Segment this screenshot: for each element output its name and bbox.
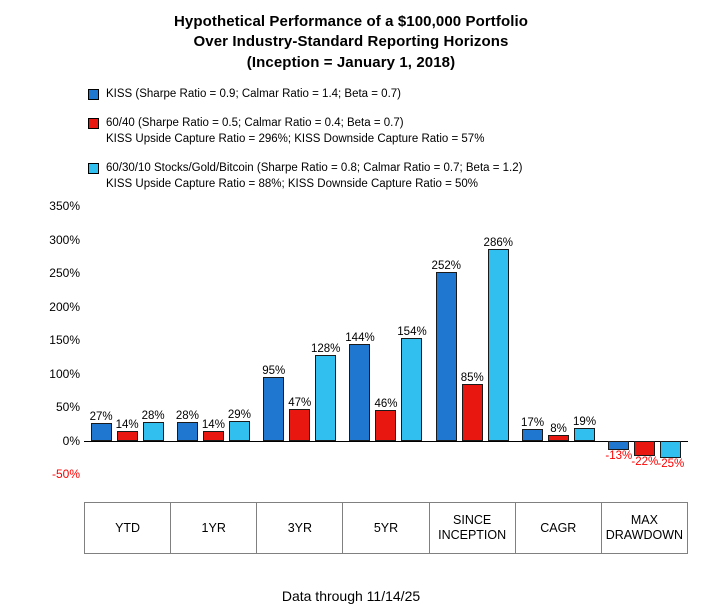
data-through-footer: Data through 11/14/25	[281, 588, 421, 604]
bar-label-6040-ytd: 14%	[115, 419, 139, 432]
legend-sub-6040: KISS Upside Capture Ratio = 296%; KISS Downside Capture Ratio = 57%	[106, 132, 485, 145]
bar-label-603010-3yr: 128%	[310, 343, 341, 356]
bar-6040-ytd[interactable]	[115, 419, 139, 440]
legend-text-603010	[106, 161, 522, 192]
bar-group-3yr	[257, 206, 343, 441]
plot-region	[84, 206, 688, 474]
bar-603010-cagr[interactable]	[573, 416, 597, 441]
y-tick-250: 250%	[49, 266, 80, 281]
title-line-1: Hypothetical Performance of a $100,000 Portfolio	[173, 13, 529, 30]
bar-kiss-3yr[interactable]	[262, 365, 286, 441]
chart-area	[0, 199, 702, 543]
legend-item-kiss	[88, 87, 702, 103]
bar-kiss-5yr[interactable]	[345, 332, 375, 441]
bar-label-603010-cagr: 19%	[573, 416, 597, 429]
bar-label-kiss-since-inception: 252%	[431, 259, 461, 272]
bar-603010-since-inception[interactable]	[483, 237, 513, 441]
bar-kiss-since-inception[interactable]	[431, 259, 461, 441]
category-1yr: 1YR	[171, 502, 257, 554]
bar-6040-3yr[interactable]	[288, 397, 312, 441]
category-cagr: CAGR	[516, 502, 602, 554]
bar-label-603010-since-inception: 286%	[483, 237, 513, 250]
bar-6040-max-drawdown[interactable]	[631, 441, 659, 468]
chart-title	[0, 0, 702, 73]
bar-kiss-max-drawdown[interactable]	[605, 441, 633, 462]
legend-swatch-6040	[88, 118, 99, 129]
bar-label-6040-1yr: 14%	[201, 419, 225, 432]
legend-main-6040: 60/40 (Sharpe Ratio = 0.5; Calmar Ratio = 0.4; Beta = 0.7)	[106, 117, 404, 130]
bar-group-1yr	[170, 206, 256, 441]
y-axis	[26, 199, 80, 482]
y-tick-100: 100%	[49, 366, 80, 381]
title-line-3: (Inception = January 1, 2018)	[246, 53, 456, 71]
y-tick-350: 350%	[49, 199, 80, 214]
legend-text-kiss	[106, 87, 401, 103]
bar-label-6040-max-drawdown: -22%	[631, 455, 659, 468]
bar-603010-max-drawdown[interactable]	[657, 441, 685, 470]
bar-label-kiss-ytd: 27%	[89, 410, 113, 423]
bar-group-cagr	[515, 206, 601, 441]
legend-swatch-kiss	[88, 89, 99, 100]
y-tick-0: 0%	[62, 433, 80, 448]
bar-6040-5yr[interactable]	[374, 398, 398, 441]
bar-label-kiss-max-drawdown: -13%	[605, 449, 633, 462]
bar-label-kiss-3yr: 95%	[262, 365, 286, 378]
bar-label-kiss-5yr: 144%	[345, 332, 375, 345]
zero-axis-line	[84, 441, 688, 442]
legend-sub-603010: KISS Upside Capture Ratio = 88%; KISS Downside Capture Ratio = 50%	[106, 177, 479, 190]
bar-kiss-ytd[interactable]	[89, 410, 113, 441]
bar-group-since-inception	[429, 206, 515, 441]
title-line-2: Over Industry-Standard Reporting Horizons	[193, 33, 509, 51]
category-3yr: 3YR	[257, 502, 343, 554]
y-tick-50: 50%	[55, 400, 80, 415]
bar-label-kiss-cagr: 17%	[521, 417, 545, 430]
bar-label-6040-since-inception: 85%	[460, 371, 484, 384]
bar-label-603010-5yr: 154%	[397, 325, 427, 338]
y-tick-150: 150%	[49, 333, 80, 348]
y-tick-300: 300%	[49, 232, 80, 247]
y-tick-neg50: -50%	[51, 467, 80, 482]
bar-label-6040-5yr: 46%	[374, 398, 398, 411]
legend-main-kiss: KISS (Sharpe Ratio = 0.9; Calmar Ratio = 1.4; Beta = 0.7)	[106, 87, 402, 100]
bar-label-kiss-1yr: 28%	[175, 410, 199, 423]
bar-label-6040-3yr: 47%	[288, 397, 312, 410]
category-since-inception: SINCE INCEPTION	[430, 502, 516, 554]
bar-6040-1yr[interactable]	[201, 419, 225, 440]
bar-603010-3yr[interactable]	[310, 343, 341, 441]
category-axis	[84, 502, 688, 554]
bar-6040-since-inception[interactable]	[460, 371, 484, 441]
category-max-drawdown: MAX DRAWDOWN	[602, 502, 688, 554]
bar-label-6040-cagr: 8%	[550, 423, 567, 436]
bar-group-ytd	[84, 206, 170, 441]
legend-item-6040	[88, 116, 702, 147]
bar-label-603010-max-drawdown: -25%	[657, 457, 685, 470]
bar-603010-1yr[interactable]	[227, 409, 251, 440]
bar-groups	[84, 206, 688, 470]
bar-6040-cagr[interactable]	[548, 423, 569, 440]
y-tick-200: 200%	[49, 299, 80, 314]
legend-swatch-603010	[88, 163, 99, 174]
bar-603010-ytd[interactable]	[141, 410, 165, 441]
bar-kiss-1yr[interactable]	[175, 410, 199, 441]
bar-label-603010-ytd: 28%	[141, 410, 165, 423]
bar-kiss-cagr[interactable]	[521, 417, 545, 440]
bar-group-max-drawdown	[602, 206, 688, 470]
chart-legend	[0, 87, 702, 193]
legend-item-603010	[88, 161, 702, 192]
bar-603010-5yr[interactable]	[397, 325, 427, 441]
bar-group-5yr	[343, 206, 429, 441]
legend-text-6040	[106, 116, 484, 147]
category-5yr: 5YR	[343, 502, 429, 554]
legend-main-603010: 60/30/10 Stocks/Gold/Bitcoin (Sharpe Ratio = 0.8; Calmar Ratio = 0.7; Beta = 1.2)	[106, 162, 523, 175]
bar-label-603010-1yr: 29%	[227, 409, 251, 422]
category-ytd: YTD	[85, 502, 171, 554]
